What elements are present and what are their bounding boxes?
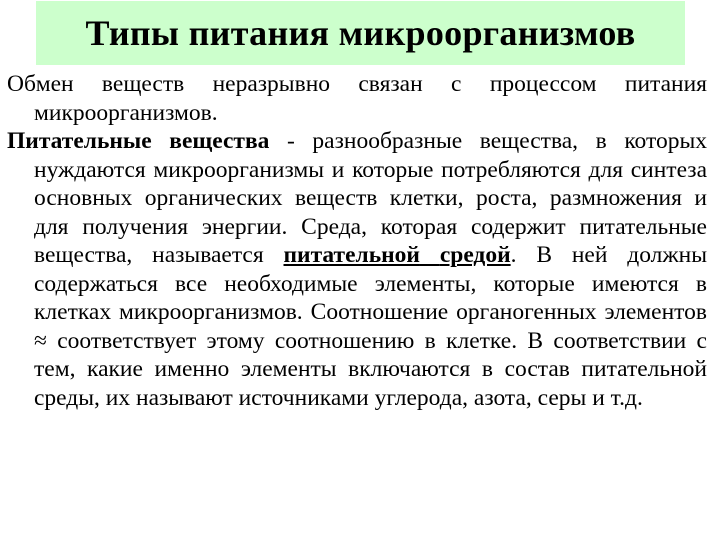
slide-body	[7, 70, 707, 412]
paragraph-nutrients	[7, 127, 707, 412]
term-nutrients: Питательные вещества	[7, 128, 270, 154]
paragraph-text: Обмен веществ неразрывно связан с процессом питания микроорганизмов.	[7, 71, 707, 126]
definition-text: - разнообразные вещества, в которых нуждаются микроорганизмы и которые потребляются для синтеза основных органических веществ клетки, роста, размножения и для получения энергии. Среда, которая содержит питательные вещества, называется	[34, 128, 707, 268]
term-nutrient-word: питательной	[283, 242, 420, 268]
continuation-text: . В ней должны содержаться все необходимые элементы, которые имеются в клетках микроорганизмов. Соотношение органогенных элементов ≈ соответствует этому соотношению в клетке. В соответствии с тем, какие именно элементы включаются в состав питательной среды, их называют источниками углерода, азота, серы и т.д.	[34, 242, 707, 411]
term-medium-word: средой	[439, 242, 511, 268]
paragraph-metabolism	[7, 70, 707, 127]
term-space	[420, 242, 440, 268]
title-banner	[36, 1, 685, 65]
page-title: Типы питания микроорганизмов	[85, 13, 636, 53]
